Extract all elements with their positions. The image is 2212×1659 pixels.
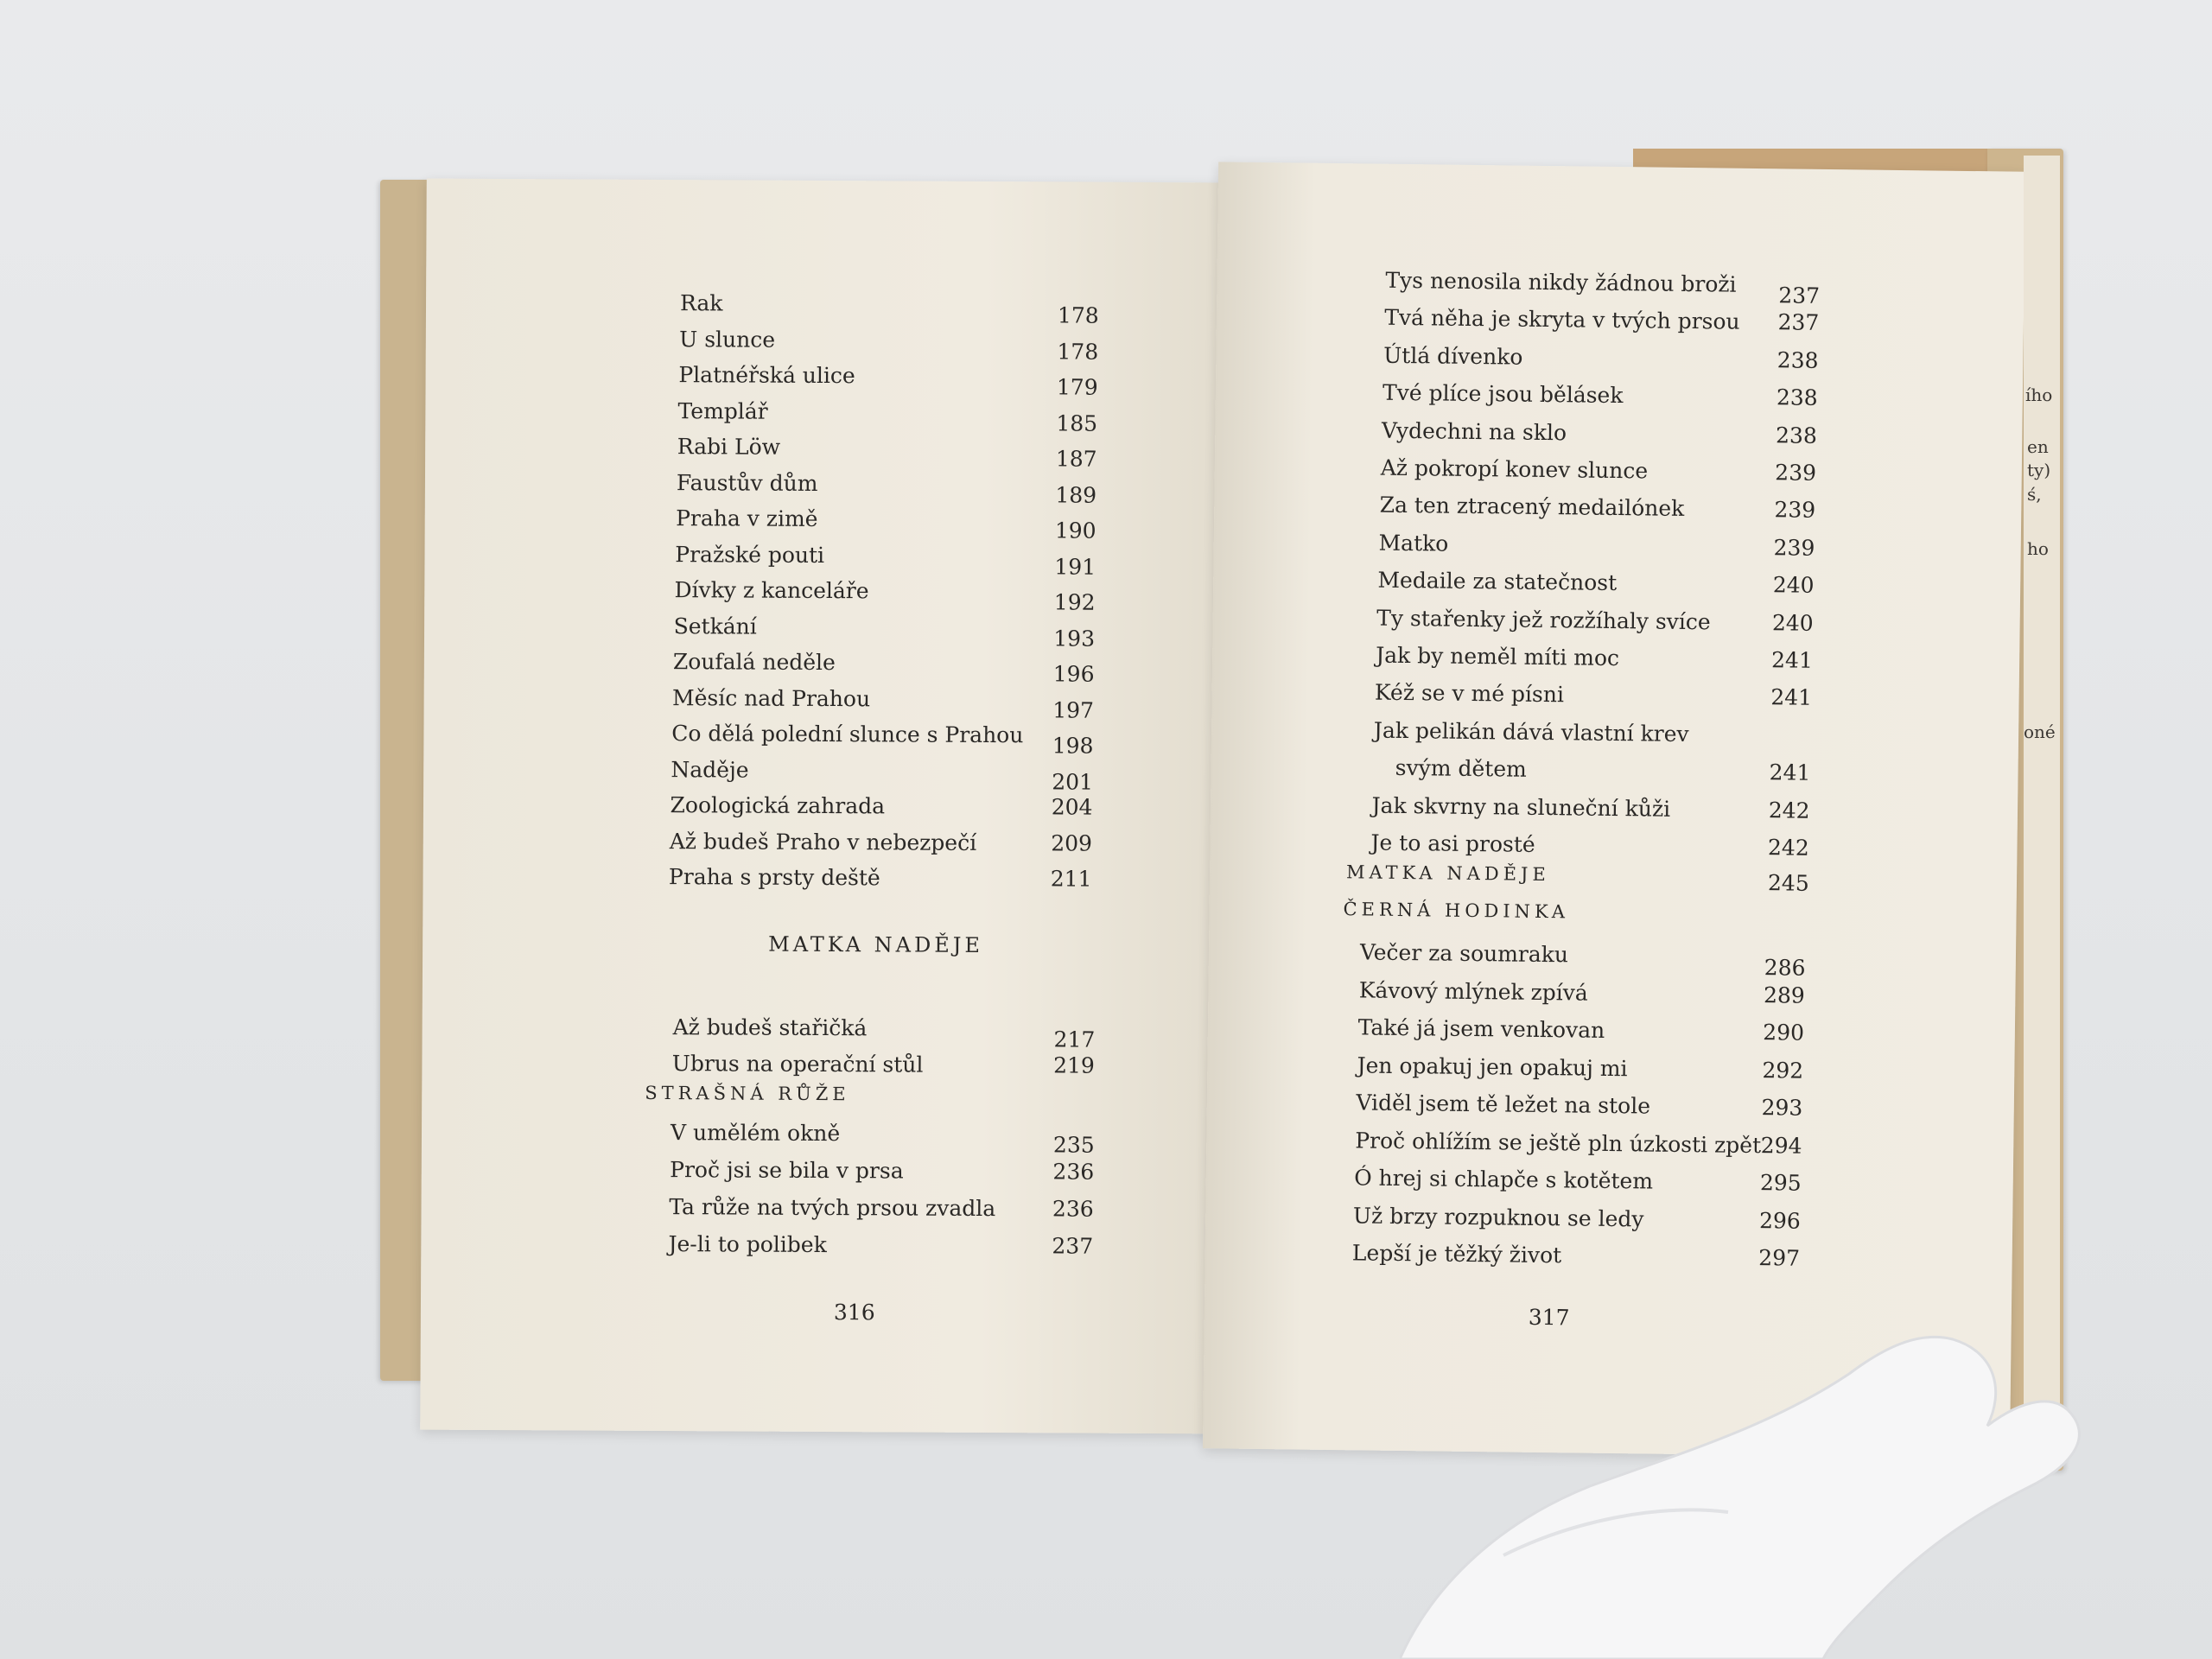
- entry-title: Je-li to polibek: [668, 1231, 827, 1258]
- entry-title: Je to asi prosté: [1370, 830, 1535, 857]
- entry-page: 237: [1052, 1233, 1094, 1259]
- entry-title: svým dětem: [1395, 755, 1528, 782]
- entry-page: 235: [1052, 1132, 1095, 1158]
- entry-page: 297: [1758, 1245, 1801, 1271]
- entry-title: Tys nenosila nikdy žádnou broži: [1385, 267, 1737, 297]
- entry-page: 289: [1763, 982, 1805, 1008]
- entry-page: 239: [1775, 460, 1817, 486]
- page-ref: 245: [1767, 870, 1809, 896]
- entry-title: Templář: [677, 397, 768, 424]
- entry-page: 296: [1758, 1207, 1801, 1234]
- entry-page: 198: [1052, 733, 1094, 759]
- entry-title: Už brzy rozpuknou se ledy: [1352, 1202, 1644, 1231]
- entry-page: 241: [1770, 647, 1814, 673]
- entry-title: Proč jsi se bila v prsa: [670, 1157, 904, 1184]
- entry-page: 204: [1051, 794, 1093, 820]
- entry-page: 238: [1776, 385, 1818, 411]
- page-fragment: ś,: [2027, 484, 2042, 505]
- entry-page: 237: [1778, 283, 1821, 308]
- next-page-edge: [2024, 156, 2060, 1460]
- section-heading: ČERNÁ HODINKA: [1343, 899, 1570, 923]
- entry-page: 290: [1763, 1020, 1805, 1046]
- entry-page: 191: [1054, 553, 1096, 580]
- entry-page: 219: [1053, 1052, 1095, 1078]
- entry-title: Vydechni na sklo: [1381, 417, 1567, 445]
- entry-page: 197: [1052, 696, 1095, 723]
- entry-title: Praha v zimě: [676, 505, 818, 531]
- page-fragment: ho: [2027, 538, 2049, 559]
- entry-title: Až pokropí konev slunce: [1380, 454, 1649, 484]
- entry-page: 178: [1057, 338, 1099, 365]
- entry-title: Dívky z kanceláře: [674, 577, 869, 604]
- entry-title: Až budeš stařičká: [672, 1014, 868, 1041]
- entry-page: 293: [1761, 1095, 1803, 1121]
- page-fragment: en: [2027, 436, 2049, 457]
- entry-page: 240: [1772, 572, 1815, 598]
- entry-title: Tvé plíce jsou bělásek: [1382, 379, 1624, 409]
- entry-page: 196: [1052, 661, 1095, 687]
- entry-title: Faustův dům: [676, 469, 818, 496]
- page-fragment: ího: [2025, 385, 2053, 405]
- entry-page: 294: [1760, 1132, 1802, 1159]
- entry-title: Kéž se v mé písni: [1374, 679, 1565, 708]
- entry-title: Viděl jsem tě ležet na stole: [1356, 1090, 1651, 1119]
- entry-page: 192: [1053, 589, 1096, 615]
- page-number: 317: [1528, 1304, 1570, 1331]
- section-heading: STRAŠNÁ RŮŽE: [645, 1082, 850, 1105]
- entry-page: 193: [1053, 625, 1096, 652]
- entry-page: 209: [1051, 830, 1093, 856]
- entry-title: Praha s prsty deště: [668, 864, 880, 891]
- gloved-hand: [1400, 1296, 2212, 1659]
- entry-title: Ó hrej si chlapče s kotětem: [1353, 1165, 1654, 1194]
- entry-title: Ubrus na operační stůl: [671, 1051, 924, 1077]
- entry-page: 179: [1056, 374, 1098, 400]
- entry-page: 239: [1774, 497, 1816, 524]
- entry-page: 295: [1759, 1170, 1802, 1196]
- entry-title: Kávový mlýnek zpívá: [1358, 976, 1588, 1006]
- entry-title: Jak by neměl míti moc: [1375, 642, 1620, 671]
- page-fragment: ty): [2027, 460, 2051, 480]
- entry-title: Co dělá polední slunce s Prahou: [671, 721, 1024, 748]
- entry-title: U slunce: [679, 326, 776, 353]
- entry-page: 185: [1056, 410, 1098, 436]
- page-number: 316: [833, 1300, 875, 1325]
- entry-page: 241: [1769, 760, 1811, 785]
- entry-title: Medaile za statečnost: [1377, 567, 1618, 596]
- entry-page: 286: [1764, 955, 1806, 981]
- entry-title: Také já jsem venkovan: [1357, 1014, 1605, 1043]
- entry-page: 211: [1050, 866, 1092, 892]
- entry-title: Útlá dívenko: [1383, 342, 1523, 370]
- entry-title: Jen opakuj jen opakuj mi: [1357, 1052, 1628, 1081]
- page-fragment: oné: [2024, 721, 2056, 742]
- entry-page: 217: [1053, 1027, 1096, 1052]
- right-page: [1203, 162, 2025, 1458]
- entry-page: 242: [1768, 797, 1810, 823]
- entry-title: Ty stařenky jež rozžíhaly svíce: [1376, 605, 1711, 634]
- entry-title: Jak skvrny na sluneční kůži: [1371, 792, 1671, 822]
- section-heading: MATKA NADĚJE: [768, 931, 983, 957]
- entry-page: 240: [1771, 609, 1814, 636]
- entry-title: Lepší je těžký život: [1351, 1240, 1562, 1268]
- entry-page: 238: [1775, 422, 1818, 448]
- entry-title: Tvá něha je skryta v tvých prsou: [1384, 305, 1740, 335]
- entry-page: 178: [1057, 302, 1099, 328]
- entry-title: Měsíc nad Prahou: [671, 684, 871, 711]
- entry-title: Rabi Löw: [677, 434, 781, 460]
- entry-title: Naděje: [671, 756, 749, 783]
- entry-page: 239: [1773, 535, 1815, 561]
- entry-title: Matko: [1378, 530, 1449, 556]
- entry-page: 190: [1054, 518, 1096, 543]
- entry-title: Proč ohlížím se ještě pln úzkosti zpět: [1355, 1127, 1762, 1158]
- entry-page: 237: [1777, 309, 1820, 336]
- entry-title: Rak: [679, 290, 723, 316]
- entry-title: Večer za soumraku: [1359, 939, 1569, 968]
- entry-page: 201: [1052, 768, 1094, 795]
- entry-title: Pražské pouti: [675, 541, 825, 568]
- left-page: [420, 179, 1224, 1434]
- entry-page: 242: [1767, 835, 1809, 861]
- section-heading: MATKA NADĚJE: [1345, 861, 1550, 886]
- entry-title: Ta růže na tvých prsou zvadla: [669, 1194, 996, 1222]
- entry-page: 236: [1052, 1196, 1094, 1222]
- entry-title: V umělém okně: [670, 1120, 841, 1147]
- entry-title: Zoologická zahrada: [670, 792, 886, 819]
- entry-title: Setkání: [673, 613, 757, 639]
- entry-title: Zoufalá neděle: [672, 649, 836, 676]
- entry-page: 189: [1055, 481, 1097, 508]
- entry-page: 187: [1055, 446, 1097, 472]
- entry-page: 236: [1052, 1159, 1095, 1185]
- entry-title: Platnéřská ulice: [678, 362, 855, 389]
- entry-title: Až budeš Praho v nebezpečí: [669, 828, 977, 855]
- entry-page: 292: [1762, 1057, 1804, 1084]
- entry-title: Za ten ztracený medailónek: [1379, 493, 1685, 522]
- entry-title: Jak pelikán dává vlastní krev: [1373, 717, 1689, 747]
- entry-page: 241: [1770, 684, 1813, 711]
- entry-page: 238: [1777, 347, 1819, 373]
